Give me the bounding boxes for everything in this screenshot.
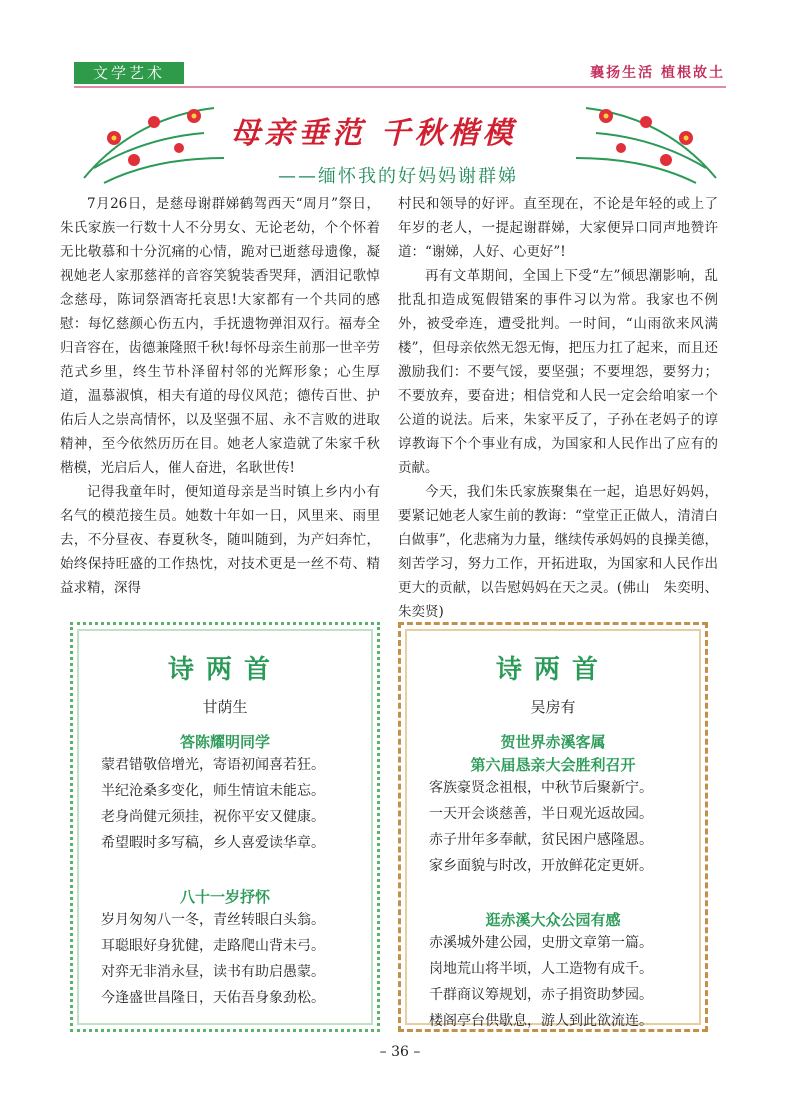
poem-line: 岁月匆匆八一冬，青丝转眼白头翁。 — [101, 912, 325, 928]
header-slogan: 襄扬生活 植根故土 — [590, 65, 725, 81]
paragraph: 今天，我们朱氏家族聚集在一起，追思好妈妈，要紧记她老人家生前的教诲：“堂堂正正做人，清清白白做事”，化悲痛为力量，继续传承妈妈的良操美德，刻苦学习，努力工作，开拓进取，为国家和人民作出更大的贡献，以告慰妈妈在天之灵。(佛山 朱奕明、朱奕贤) — [398, 484, 718, 620]
page-number: – 36 – — [379, 1044, 421, 1060]
poem-line: 千群商议筹规划，赤子捐资助梦园。 — [429, 987, 653, 1003]
poem-line: 楼阁亭台供歇息，游人到此欲流连。 — [429, 1013, 653, 1029]
article-left-column — [60, 192, 380, 600]
poem-heading: 八十一岁抒怀 — [179, 888, 270, 906]
poem-author: 吴房有 — [530, 698, 576, 716]
paragraph: 7月26日，是慈母谢群娣鹤驾西天“周月”祭日，朱氏家族一行数十人不分男女、无论老幼，个个怀着无比敬慕和十分沉痛的心情，跪对已逝慈母遗像，凝视她老人家那慈祥的音容笑貌装香哭拜，洒泪记歌悼念慈母，陈词祭酒寄托哀思!大家都有一个共同的感慰：每忆慈颜心伤五内，手抚遗物弹泪双行。福寿全归音容在，齿德兼隆照千秋!每怀母亲生前那一世辛劳范式乡里，终生节朴泽留村邻的光辉形象；心生厚道，温慕淑慎，相夫有道的母仪风范；德传百世、护佑后人之崇高情怀，以及坚强不屈、永不言败的进取精神，至今依然历历在目。她老人家造就了朱家千秋楷模，光启后人，催人奋进，名耿世传! — [60, 196, 380, 476]
poem-heading: 答陈耀明同学 — [179, 733, 270, 751]
poem-line: 半纪沧桑多变化，师生情谊未能忘。 — [101, 783, 325, 799]
paragraph: 记得我童年时，便知道母亲是当时镇上乡内小有名气的模范接生员。她数十年如一日，风里来、雨里去，不分昼夜、春夏秋冬，随叫随到，为产妇奔忙，始终保持旺盛的工作热忱，对技术更是一丝不苟、精益求精，深得 — [60, 484, 380, 596]
article-right-column — [398, 192, 718, 624]
poem-heading: 贺世界赤溪客属 — [500, 733, 606, 751]
poem-line: 对弈无非消永昼，读书有助启愚蒙。 — [101, 964, 325, 980]
section-tag: 文学艺术 — [74, 62, 184, 84]
poem-line: 客族豪贤念祖根，中秋节后聚新宁。 — [429, 780, 653, 796]
poem-line: 老身尚健元须挂，祝你平安又健康。 — [101, 809, 325, 825]
article-title: 母亲垂范 千秋楷模 — [230, 116, 517, 151]
poem-box-left — [70, 622, 380, 1032]
poem-box-right — [398, 622, 708, 1032]
poem-line: 蒙君错敬倍增光，寄语初闻喜若狂。 — [101, 757, 325, 773]
poem-box-title: 诗两首 — [167, 655, 282, 685]
paragraph: 再有文革期间，全国上下受“左”倾思潮影响，乱批乱扣造成冤假错案的事件习以为常。我家也不例外，被受牵连，遭受批判。一时间，“山雨欲来风满楼”，但母亲依然无怨无悔，把压力扛了起来，而且还激励我们：不要气馁，要坚强；不要埋怨，要努力；不要放弃，要奋进；相信党和人民一定会给咱家一个公道的说法。后来，朱家平反了，子孙在老妈子的谆谆教诲下个个事业有成，为国家和人民作出了应有的贡献。 — [398, 268, 718, 476]
poem-line: 一天开会谈慈善，半日观光返故园。 — [429, 806, 653, 822]
poem-line: 赤子卅年多奉献，贫民困户感隆恩。 — [429, 832, 653, 848]
poem-box-title: 诗两首 — [495, 655, 610, 685]
poem-author: 甘荫生 — [202, 698, 248, 716]
header-rule — [74, 86, 726, 88]
poem-line: 今逢盛世昌隆日，天佑吾身象劲松。 — [101, 990, 325, 1006]
poem-line: 家乡面貌与时改，开放鲜花定更妍。 — [429, 858, 653, 874]
paragraph: 村民和领导的好评。直至现在，不论是年轻的或上了年岁的老人，一提起谢群娣，大家便异口同声地赞许道：“谢娣，人好、心更好”! — [398, 196, 718, 260]
poem-line: 岗地荒山将半顷，人工造物有成千。 — [429, 961, 653, 977]
poem-heading: 逛赤溪大众公园有感 — [485, 911, 621, 929]
poem-heading-line2: 第六届恳亲大会胜利召开 — [470, 756, 636, 774]
article-subtitle: ——缅怀我的好妈妈谢群娣 — [278, 166, 518, 187]
poem-line: 希望暇时多写稿，乡人喜爱读华章。 — [101, 835, 325, 851]
poem-line: 耳聪眼好身犹健，走路爬山背未弓。 — [101, 938, 325, 954]
poem-line: 赤溪城外建公园，史册文章第一篇。 — [429, 935, 653, 951]
